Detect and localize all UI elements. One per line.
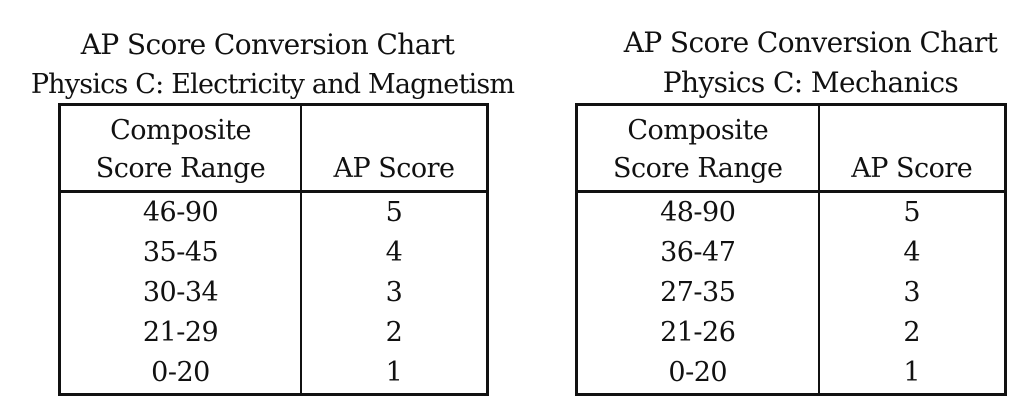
table-row <box>60 273 488 313</box>
score-cell: 1 <box>301 353 487 395</box>
table-row <box>577 192 1006 234</box>
range-cell: 21-29 <box>60 313 302 353</box>
chart-subtitle: Physics C: Electricity and Magnetism <box>30 69 515 100</box>
range-cell: 21-26 <box>577 313 819 353</box>
chart-title: AP Score Conversion Chart <box>80 28 455 61</box>
range-cell: 48-90 <box>577 192 819 234</box>
range-cell: 35-45 <box>60 233 302 273</box>
header-composite-score-range <box>60 105 302 192</box>
score-cell: 2 <box>819 313 1006 353</box>
header-ap-score: AP Score <box>301 105 487 192</box>
score-cell: 4 <box>819 233 1006 273</box>
header-range-line2: Score Range <box>612 153 783 184</box>
table-row <box>577 233 1006 273</box>
table-row <box>60 313 488 353</box>
table-row <box>577 313 1006 353</box>
score-cell: 5 <box>301 192 487 234</box>
range-cell: 46-90 <box>60 192 302 234</box>
header-range-line1: Composite <box>110 115 251 146</box>
chart-subtitle: Physics C: Mechanics <box>662 66 959 99</box>
score-cell: 3 <box>819 273 1006 313</box>
range-cell: 27-35 <box>577 273 819 313</box>
header-range-line1: Composite <box>627 115 769 146</box>
chart-title: AP Score Conversion Chart <box>623 26 998 59</box>
range-cell: 0-20 <box>60 353 302 395</box>
table-header-row <box>60 105 488 192</box>
score-cell: 2 <box>301 313 487 353</box>
score-cell: 1 <box>819 353 1006 395</box>
table-row <box>577 353 1006 395</box>
score-conversion-table <box>575 103 1007 396</box>
range-cell: 36-47 <box>577 233 819 273</box>
score-conversion-table <box>58 103 489 396</box>
range-cell: 0-20 <box>577 353 819 395</box>
table-header-row <box>577 105 1006 192</box>
table-row <box>60 353 488 395</box>
range-cell: 30-34 <box>60 273 302 313</box>
header-ap-score: AP Score <box>819 105 1006 192</box>
table-row <box>60 233 488 273</box>
header-range-line2: Score Range <box>95 153 266 184</box>
score-cell: 5 <box>819 192 1006 234</box>
table-row <box>60 192 488 234</box>
table-row <box>577 273 1006 313</box>
score-cell: 3 <box>301 273 487 313</box>
score-cell: 4 <box>301 233 487 273</box>
header-composite-score-range <box>577 105 819 192</box>
